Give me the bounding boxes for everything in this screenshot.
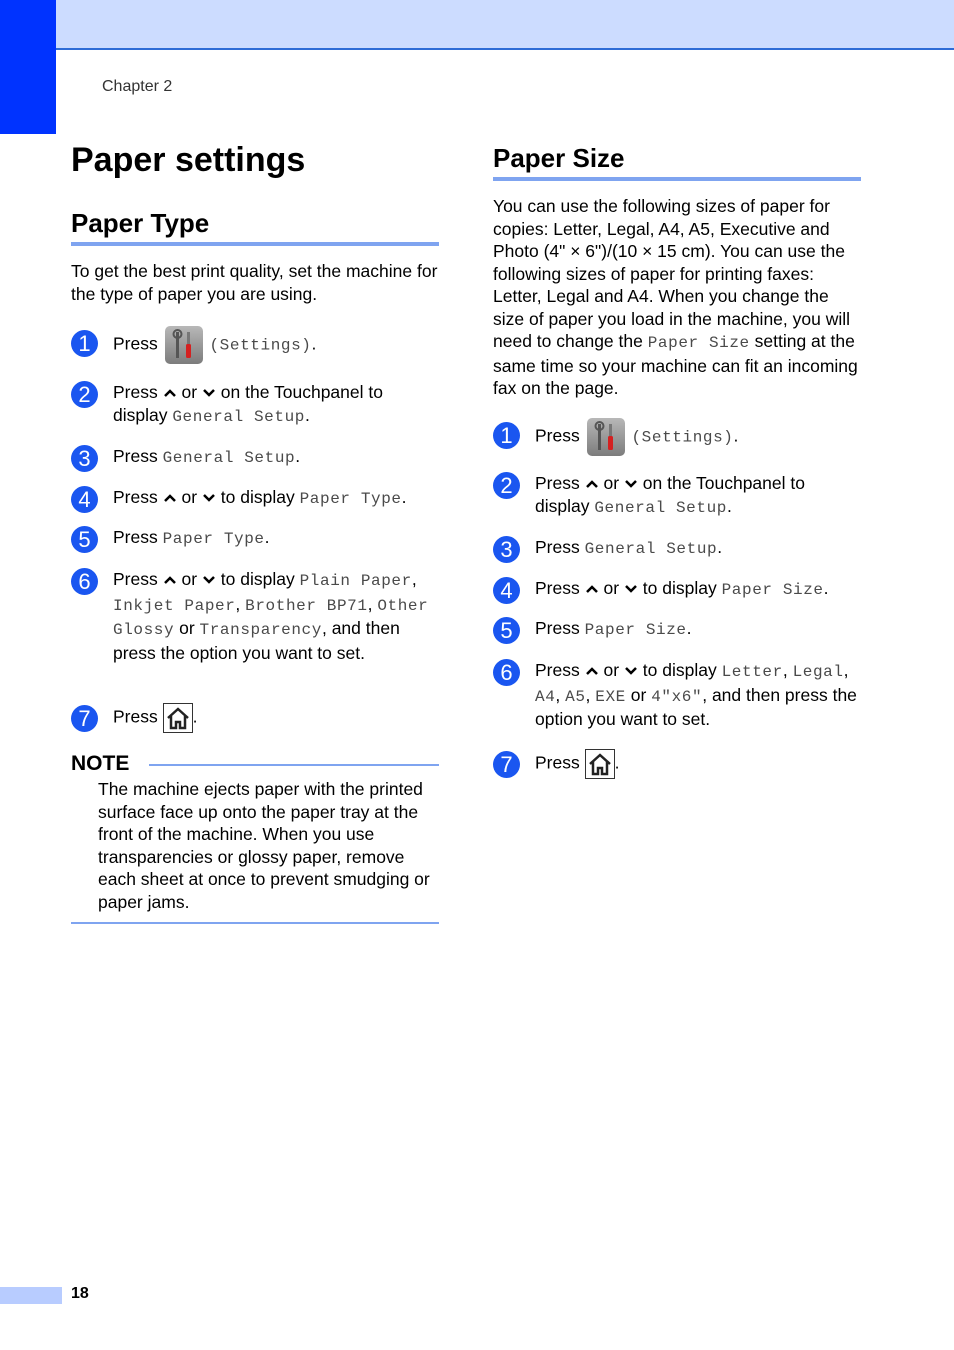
section-heading-paper-type: Paper Type [71, 208, 439, 246]
step-text: on the Touchpanel to display [113, 382, 383, 425]
punct: . [733, 425, 739, 446]
option-4x6: 4"x6" [651, 687, 703, 706]
step-5 [71, 526, 439, 551]
step-7 [493, 751, 861, 781]
option-transparency: Transparency [199, 621, 322, 639]
chevron-down-icon[interactable] [202, 388, 216, 398]
chapter-tab [0, 0, 56, 134]
step-text: Press [113, 382, 158, 402]
or-text: or [181, 569, 198, 589]
divider [149, 764, 439, 766]
step-text: Press [113, 706, 158, 727]
option-plain-paper: Plain Paper [299, 572, 412, 590]
step-number: 3 [493, 536, 520, 563]
paper-type-intro: To get the best print quality, set the machine for the type of paper you are using. [71, 261, 438, 304]
chevron-up-icon[interactable] [585, 584, 599, 594]
chevron-down-icon[interactable] [202, 493, 216, 503]
step-number: 1 [71, 330, 98, 357]
or-text: or [181, 382, 198, 402]
option-a5: A5 [565, 687, 586, 706]
option-other-glossy: Other Glossy [113, 596, 429, 639]
step-text: on the Touchpanel to display [535, 473, 805, 516]
menu-label: Paper Size [584, 621, 687, 639]
step-3 [493, 536, 861, 561]
punct: . [192, 706, 198, 727]
step-text: Press [113, 446, 158, 466]
or-text: or [181, 487, 198, 507]
step-number: 7 [71, 705, 98, 732]
step-text: to display [642, 578, 717, 598]
divider [71, 922, 439, 924]
step-text: , and then press the option you want to set. [535, 684, 857, 729]
punct: . [823, 578, 829, 598]
step-text: Press [113, 569, 158, 589]
step-7 [71, 705, 439, 735]
step-number: 2 [71, 381, 98, 408]
step-text: Press [535, 578, 580, 598]
settings-label: (Settings) [631, 428, 734, 447]
punct: . [614, 752, 620, 773]
step-text: to display [642, 660, 717, 680]
footer-band [0, 1287, 62, 1304]
step-text: to display [220, 487, 295, 507]
settings-icon[interactable] [165, 326, 203, 364]
punct: . [717, 537, 723, 557]
step-number: 6 [71, 568, 98, 595]
step-5 [493, 617, 861, 642]
menu-label: General Setup [162, 449, 296, 467]
menu-label: General Setup [172, 407, 305, 426]
punct: . [726, 495, 732, 516]
step-number: 7 [493, 751, 520, 778]
step-number: 3 [71, 445, 98, 472]
menu-label: General Setup [584, 540, 718, 558]
page-title: Paper settings [71, 141, 306, 179]
menu-label: Paper Size [721, 581, 824, 599]
step-6: 6 Press or to display Letter, Legal, A4, A5, EXE or 4"x6", and then press the option you want to set. [493, 659, 861, 731]
chevron-down-icon[interactable] [624, 584, 638, 594]
step-text: Press [535, 473, 580, 493]
settings-icon[interactable] [587, 418, 625, 456]
chevron-up-icon[interactable] [585, 479, 599, 489]
paper-size-intro [493, 195, 861, 400]
step-text: Press [113, 487, 158, 507]
option-letter: Letter [721, 663, 783, 681]
menu-label: General Setup [594, 498, 727, 517]
or-text: or [630, 684, 647, 705]
step-text: Press [535, 425, 580, 446]
step-4 [493, 577, 861, 602]
step-number: 5 [493, 617, 520, 644]
step-2 [493, 472, 861, 519]
intro-text: setting at the same time so your machine can fit an incoming fax on the page. [493, 331, 858, 398]
step-text: Press [535, 660, 580, 680]
menu-label: Paper Type [299, 490, 402, 508]
step-text: to display [220, 569, 295, 589]
chevron-up-icon[interactable] [163, 575, 177, 585]
or-text: or [179, 618, 195, 638]
note-box [71, 752, 439, 924]
step-3 [71, 445, 439, 470]
step-1 [71, 330, 439, 368]
step-text: Press [535, 752, 580, 773]
option-a4: A4 [535, 687, 556, 706]
home-icon[interactable] [163, 703, 193, 733]
intro-text: You can use the following sizes of paper for copies: Letter, Legal, A4, A5, Executive and Photo (4" × 6")/(10 × 15 cm). You can use the following sizes of paper for printing faxes: Letter, Legal and A4. When you change the size of paper you load in the machine, you will need to change the [493, 196, 851, 351]
step-number: 4 [493, 577, 520, 604]
option-brother-bp71: Brother BP71 [245, 596, 368, 615]
chevron-down-icon[interactable] [624, 479, 638, 489]
option-exe: EXE [595, 687, 626, 706]
header-band [56, 0, 954, 50]
step-6: 6 Press or to display Plain Paper, Inkjet Paper, Brother BP71, Other Glossy or Transparency, and then press the option you want to set. [71, 568, 439, 664]
right-column [493, 140, 861, 840]
option-legal: Legal [792, 663, 844, 681]
option-inkjet-paper: Inkjet Paper [113, 596, 236, 615]
or-text: or [603, 660, 620, 680]
step-text: Press [535, 537, 580, 557]
punct: . [311, 333, 317, 354]
step-text: Press [113, 333, 158, 354]
chevron-down-icon[interactable] [202, 575, 216, 585]
chevron-up-icon[interactable] [163, 493, 177, 503]
step-text: and then press the option you want to set. [113, 618, 400, 663]
or-text: or [603, 473, 620, 493]
step-number: 4 [71, 486, 98, 513]
punct: . [264, 527, 270, 547]
step-number: 6 [493, 659, 520, 686]
note-text: The machine ejects paper with the printed surface face up onto the paper tray at the front of the machine. When you use transparencies or glossy paper, remove each sheet at once to prevent smudging or paper jams. [98, 779, 430, 912]
left-column [71, 140, 439, 940]
chevron-down-icon[interactable] [624, 666, 638, 676]
menu-label: Paper Type [162, 530, 265, 548]
section-heading-paper-size: Paper Size [493, 143, 861, 181]
step-number: 5 [71, 526, 98, 553]
punct: . [401, 487, 407, 507]
step-2 [71, 381, 439, 428]
step-number: 2 [493, 472, 520, 499]
step-text: Press [113, 527, 158, 547]
settings-label: (Settings) [209, 336, 312, 355]
page-number: 18 [71, 1285, 89, 1302]
punct: . [304, 404, 310, 425]
step-4 [71, 486, 439, 511]
punct: . [686, 618, 692, 638]
note-title: NOTE [71, 752, 130, 775]
punct: . [295, 446, 301, 466]
or-text: or [603, 578, 620, 598]
home-icon[interactable] [585, 749, 615, 779]
step-text: Press [535, 618, 580, 638]
chapter-label: Chapter 2 [102, 78, 173, 95]
chevron-up-icon[interactable] [585, 666, 599, 676]
menu-label: Paper Size [647, 334, 750, 352]
chevron-up-icon[interactable] [163, 388, 177, 398]
step-number: 1 [493, 422, 520, 449]
step-1 [493, 422, 861, 460]
